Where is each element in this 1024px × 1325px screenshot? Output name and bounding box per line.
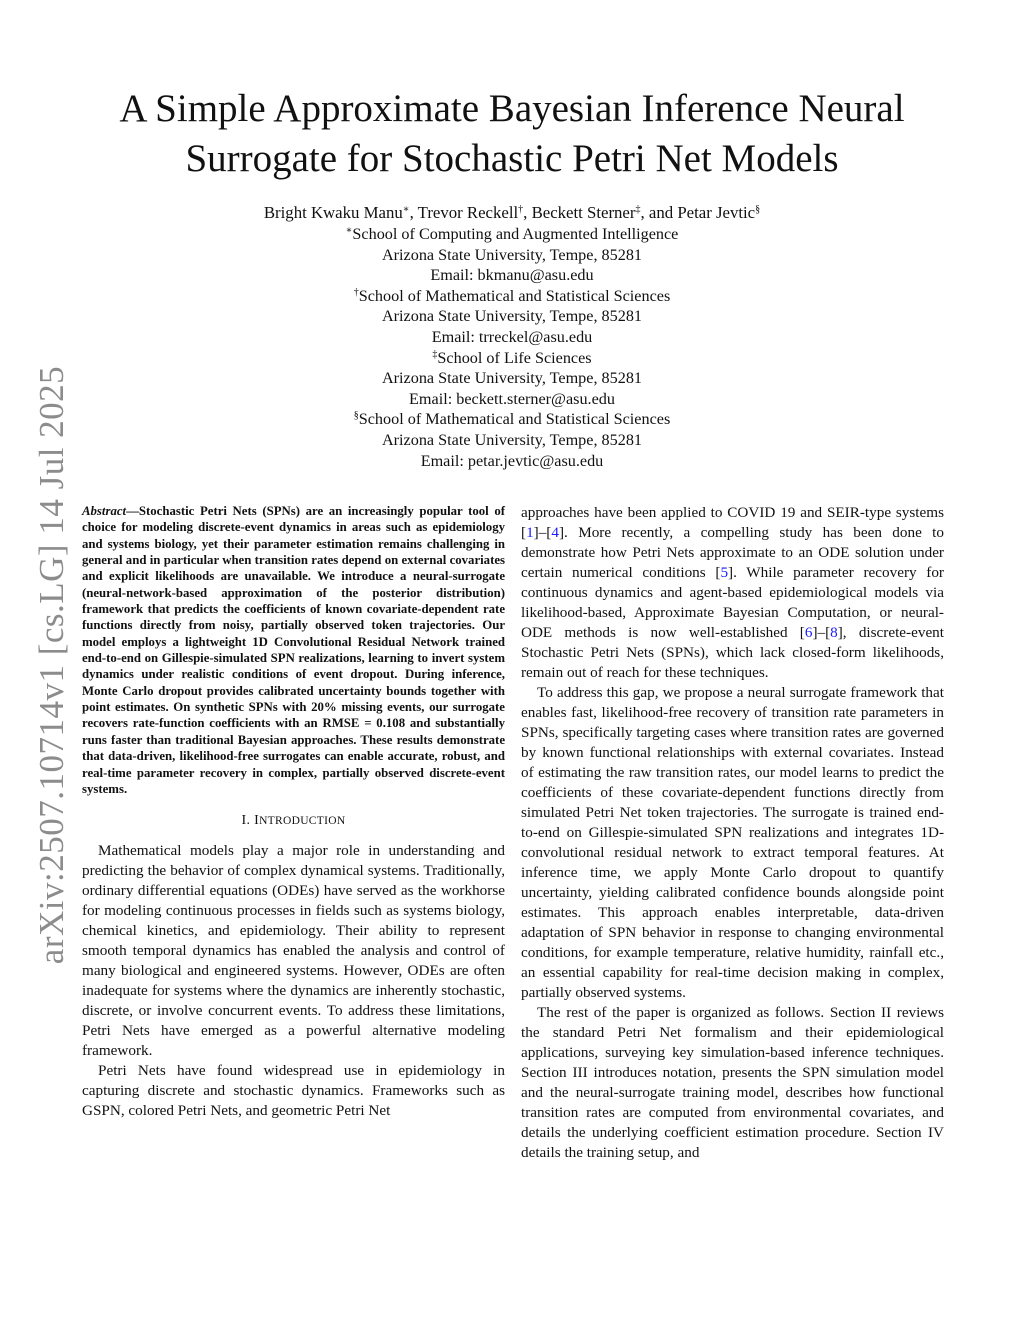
abstract xyxy=(82,503,505,797)
text-run: ], discrete-event Stochastic Petri Nets (SPNs), which lack closed-form likelihoods, remain out of reach for these techniques. xyxy=(521,624,944,681)
affiliation-univ: Arizona State University, Tempe, 85281 xyxy=(381,430,643,449)
author-mark: † xyxy=(518,204,524,215)
affiliation-email: Email: beckett.sterner@asu.edu xyxy=(409,389,615,408)
text-run: ]–[ xyxy=(812,624,831,641)
citation-link[interactable]: 4 xyxy=(551,524,559,541)
author-2: Trevor Reckell xyxy=(417,203,519,222)
citation-link[interactable]: 5 xyxy=(720,564,729,581)
text-run: ]. While parameter recovery for continuous dynamics and agent-based epidemiological models via likelihood-based, Approximate Bayesian Computation, or neural-ODE methods is now well-established [ xyxy=(521,564,944,641)
author-1: Bright Kwaku Manu xyxy=(263,203,403,222)
affiliation-email: Email: bkmanu@asu.edu xyxy=(430,266,594,285)
affiliation-2 xyxy=(200,286,824,348)
affiliation-dept: School of Life Sciences xyxy=(437,348,592,367)
affiliation-email: Email: trreckel@asu.edu xyxy=(431,327,593,346)
text-run: ]. More recently, a compelling study has been done to demonstrate how Petri Nets approximate to an ODE solution under certain numerical conditions [ xyxy=(521,524,944,581)
title-line-2: Surrogate for Stochastic Petri Net Models xyxy=(185,137,839,180)
affiliation-mark: § xyxy=(353,410,359,422)
abstract-label: Abstract xyxy=(82,504,127,518)
separator: , xyxy=(523,203,532,222)
section-heading-introduction xyxy=(82,811,505,831)
right-paragraph-1 xyxy=(521,503,944,683)
author-block xyxy=(200,202,824,471)
separator: , and xyxy=(640,203,678,222)
text-run: ]–[ xyxy=(533,524,552,541)
affiliation-3 xyxy=(200,348,824,410)
affiliation-univ: Arizona State University, Tempe, 85281 xyxy=(381,245,643,264)
section-number: I. xyxy=(241,813,255,829)
author-3: Beckett Sterner xyxy=(531,203,636,222)
affiliation-dept: School of Mathematical and Statistical Sciences xyxy=(358,286,671,305)
intro-paragraph-2: Petri Nets have found widespread use in epidemiology in capturing discrete and stochastic dynamics. Frameworks such as GSPN, colored Petri Nets, and geometric Petri Net xyxy=(82,1062,505,1120)
title-line-1: A Simple Approximate Bayesian Inference Neural xyxy=(119,87,905,130)
affiliation-mark: † xyxy=(353,286,359,298)
text-run: approaches have been applied to COVID 19 and SEIR-type systems [ xyxy=(521,504,944,541)
affiliation-univ: Arizona State University, Tempe, 85281 xyxy=(381,307,643,326)
citation-link[interactable]: 8 xyxy=(830,624,838,641)
affiliation-1 xyxy=(200,224,824,286)
right-column xyxy=(521,503,944,1163)
arxiv-identifier: arXiv:2507.10714v1 [cs.LG] 14 Jul 2025 xyxy=(32,365,71,965)
affiliation-mark: ‡ xyxy=(432,348,438,360)
right-paragraph-3: The rest of the paper is organized as follows. Section II reviews the standard Petri Net formalism and their epidemiological applications, surveying key simulation-based inference techniques. Section III introduces notation, presents the SPN simulation model and the neural-surrogate training model, describes how functional transition rates are computed from environmental covariates, and details the underlying coefficient estimation procedure. Section IV details the training setup, and xyxy=(521,1004,944,1161)
author-mark: § xyxy=(755,204,761,215)
citation-link[interactable]: 6 xyxy=(804,624,813,641)
right-paragraph-2: To address this gap, we propose a neural surrogate framework that enables fast, likelihood-free recovery of transition rate parameters in SPNs, specifically targeting cases where transition rates are governed by known functional relationships with external covariates. Instead of estimating the raw transition rates, our model learns to predict the coefficients of these covariate-dependent functions directly from simulated Petri Net token trajectories. The surrogate is trained end-to-end on Gillespie-simulated SPN realizations and integrates 1D-convolutional residual network to extract temporal features. At inference time, we apply Monte Carlo dropout to quantify uncertainty, yielding calibrated confidence bounds alongside point estimates. This approach enables interpretable, data-driven adaptation of SPN behavior in response to changing environmental conditions, for example temperature, relative humidity, rainfall etc., an essential capability for real-time decision making in complex, partially observed systems. xyxy=(521,684,944,1001)
affiliation-univ: Arizona State University, Tempe, 85281 xyxy=(381,369,643,388)
paper-title xyxy=(60,84,964,184)
left-column xyxy=(82,503,505,1121)
affiliation-dept: School of Computing and Augmented Intelligence xyxy=(352,225,679,243)
affiliation-mark: ∗ xyxy=(345,225,353,236)
section-title-rest: NTRODUCTION xyxy=(259,815,346,828)
affiliation-4 xyxy=(200,409,824,471)
intro-paragraph-1: Mathematical models play a major role in understanding and predicting the behavior of complex dynamical systems. Traditionally, ordinary differential equations (ODEs) have served as the workhorse for modeling continuous processes in fields such as systems biology, chemical kinetics, and epidemiology. Their ability to represent smooth temporal dynamics has enabled the analysis and control of many biological and engineered systems. However, ODEs are often inadequate for systems where the dynamics are inherently stochastic, discrete, or involve concurrent events. To address these limitations, Petri Nets have emerged as a powerful alternative modeling framework. xyxy=(82,842,505,1060)
affiliation-dept: School of Mathematical and Statistical Sciences xyxy=(358,410,671,429)
affiliation-email: Email: petar.jevtic@asu.edu xyxy=(420,451,604,470)
section-title-initial: I xyxy=(254,813,260,829)
citation-link[interactable]: 1 xyxy=(526,524,534,541)
author-mark: ‡ xyxy=(635,204,641,215)
author-mark: ∗ xyxy=(402,204,410,215)
separator: , xyxy=(409,203,418,222)
author-4: Petar Jevtic xyxy=(677,203,756,222)
author-list xyxy=(200,202,824,224)
abstract-text: —Stochastic Petri Nets (SPNs) are an increasingly popular tool of choice for modeling discrete-event dynamics in areas such as epidemiology and systems biology, yet their parameter estimation remains challenging in general and in particular when transition rates depend on external covariates and explicit likelihoods are unavailable. We introduce a neural-surrogate (neural-network-based approximation of the posterior distribution) framework that predicts the coefficients of known covariate-dependent rate functions directly from noisy, partially observed token trajectories. Our model employs a lightweight 1D Convolutional Residual Network trained end-to-end on Gillespie-simulated SPN realizations, learning to invert system dynamics under realistic conditions of event dropout. During inference, Monte Carlo dropout provides calibrated uncertainty bounds together with point estimates. On synthetic SPNs with 20% missing events, our surrogate recovers rate-function coefficients with an RMSE = 0.108 and substantially runs faster than traditional Bayesian approaches. These results demonstrate that data-driven, likelihood-free surrogates can enable accurate, robust, and real-time parameter recovery in complex, partially observed discrete-event systems. xyxy=(82,504,505,796)
